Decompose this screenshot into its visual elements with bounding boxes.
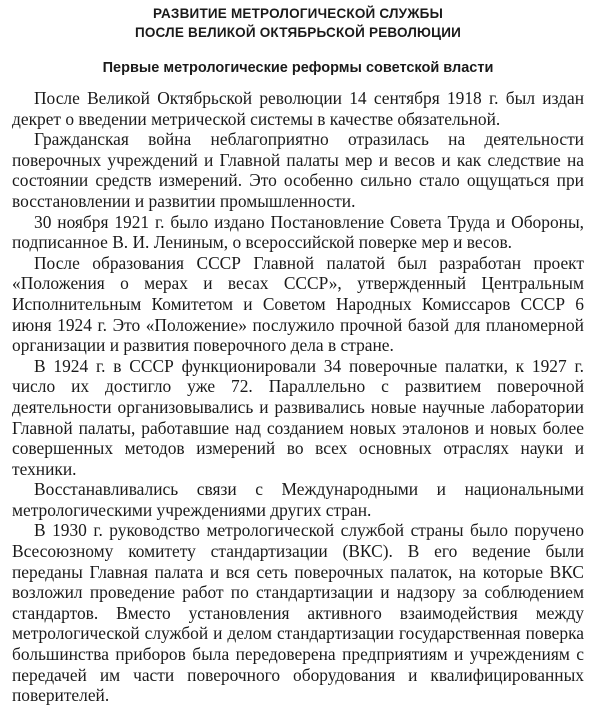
section-title: Первые метрологические реформы советской власти (102, 60, 494, 76)
paragraph: 30 ноября 1921 г. было издано Постановление Совета Труда и Обороны, подписанное В. И. Лениным, о всероссийской поверке мер и весов. (12, 211, 584, 253)
paragraph: После образования СССР Главной палатой был разработан проект «Положения о мерах и весах СССР», утвержденный Центральным Исполнительным Комитетом и Советом Народных Комиссаров СССР 6 июня 1924 г. Это «Положение» послужило прочной базой для планомерной организации и развития поверочного дела в стране. (12, 252, 584, 356)
paragraph: После Великой Октябрьской революции 14 сентября 1918 г. был издан декрет о введении метрической системы в качестве обязательной. (12, 88, 584, 129)
document-title-line-1: РАЗВИТИЕ МЕТРОЛОГИЧЕСКОЙ СЛУЖБЫ (152, 6, 444, 21)
paragraph: Гражданская война неблагоприятно отразилась на деятельности поверочных учреждений и Главной палаты мер и весов и как следствие на состоянии средств измерений. Это особенно сильно стало ощущаться при восстановлении и развитии промышленности. (12, 129, 584, 211)
paragraph: В 1924 г. в СССР функционировали 34 поверочные палатки, к 1927 г. число их достигло уже 72. Параллельно с развитием поверочной деятельности организовывались и развивались новые научные лаборатории Главной палаты, работавшие над созданием новых эталонов и новых более совершенных методов измерений во всех основных отраслях науки и техники. (12, 355, 584, 479)
body-text (12, 88, 584, 706)
document-page (12, 4, 584, 706)
document-title-line-2: ПОСЛЕ ВЕЛИКОЙ ОКТЯБРЬСКОЙ РЕВОЛЮЦИИ (134, 25, 462, 40)
paragraph: В 1930 г. руководство метрологической службой страны было поручено Всесоюзному комитету стандартизации (ВКС). В его ведение были переданы Главная палата и вся сеть поверочных палаток, на которые ВКС возложил проведение работ по стандартизации и надзору за соблюдением стандартов. Вместо установления активного взаимодействия между метрологической службой и делом стандартизации государственная поверка большинства приборов была передоверена предприятиям и учреждениям с передачей им части поверочного оборудования и квалифицированных поверителей. (12, 520, 584, 706)
paragraph: Восстанавливались связи с Международными и национальными метрологическими учреждениями других стран. (12, 479, 584, 520)
